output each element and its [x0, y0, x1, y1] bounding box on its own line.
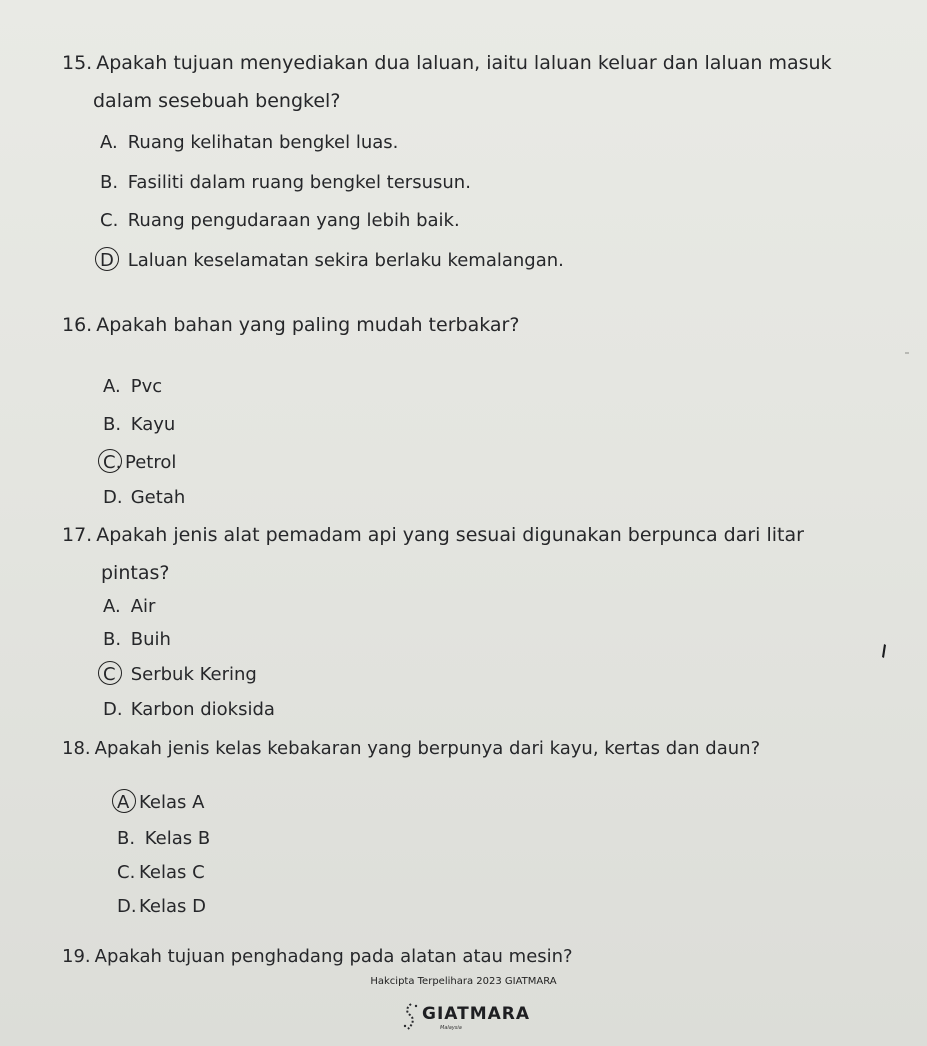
question-15-line-2: dalam sesebuah bengkel? [93, 90, 341, 112]
answer-circle-mark: C [103, 664, 125, 686]
question-16-option-a: A. Pvc [103, 376, 163, 397]
question-18-option-a: A Kelas A [117, 792, 204, 814]
question-15-line-1 [62, 52, 832, 75]
giatmara-logo [400, 998, 530, 1038]
logo-wordmark: GIATMARA [422, 1004, 531, 1024]
question-19-line-1 [62, 946, 573, 968]
question-17-number: 17. [62, 524, 93, 546]
stray-mark [905, 352, 909, 354]
question-15-option-b: B. Fasiliti dalam ruang bengkel tersusun. [100, 172, 471, 193]
question-16-option-b: B. Kayu [103, 414, 176, 435]
question-16-number: 16. [62, 314, 93, 336]
question-15-option-c: C. Ruang pengudaraan yang lebih baik. [100, 210, 460, 231]
question-17-option-c: C Serbuk Kering [103, 664, 257, 686]
logo-tagline: Malaysia [440, 1025, 462, 1031]
question-17-option-b: B. Buih [103, 629, 171, 650]
question-18-number: 18. [62, 738, 91, 759]
logo-mark-icon [400, 1002, 422, 1032]
pen-mark-icon [881, 644, 887, 658]
question-17-option-d: D. Karbon dioksida [103, 699, 275, 720]
question-16-option-d: D. Getah [103, 487, 186, 508]
question-19-text-1: Apakah tujuan penghadang pada alatan atau mesin? [94, 946, 573, 967]
question-18-line-1 [62, 738, 760, 760]
copyright-footer: Hakcipta Terpelihara 2023 GIATMARA [370, 976, 557, 987]
question-17-line-1 [62, 524, 804, 547]
question-15-text-1: Apakah tujuan menyediakan dua laluan, iaitu laluan keluar dan laluan masuk [96, 52, 832, 74]
question-16-option-c: C. Petrol [103, 452, 176, 474]
question-19-number: 19. [62, 946, 91, 967]
question-15-option-a: A. Ruang kelihatan bengkel luas. [100, 132, 399, 153]
answer-circle-mark: C. [103, 452, 125, 474]
question-18-option-c: C. Kelas C [117, 862, 205, 883]
question-18-option-d: D. Kelas D [117, 896, 206, 917]
question-17-option-a: A. Air [103, 596, 156, 617]
question-15-number: 15. [62, 52, 93, 74]
answer-circle-mark: A [117, 792, 139, 814]
answer-circle-mark: D [100, 250, 122, 272]
question-18-text-1: Apakah jenis kelas kebakaran yang berpunya dari kayu, kertas dan daun? [94, 738, 761, 759]
question-15-option-d: D Laluan keselamatan sekira berlaku kemalangan. [100, 250, 564, 272]
question-17-text-1: Apakah jenis alat pemadam api yang sesuai digunakan berpunca dari litar [96, 524, 804, 546]
question-16-text-1: Apakah bahan yang paling mudah terbakar? [96, 314, 520, 336]
question-18-option-b: B. Kelas B [117, 828, 211, 849]
question-17-line-2: pintas? [101, 562, 170, 584]
question-16-line-1 [62, 314, 519, 337]
